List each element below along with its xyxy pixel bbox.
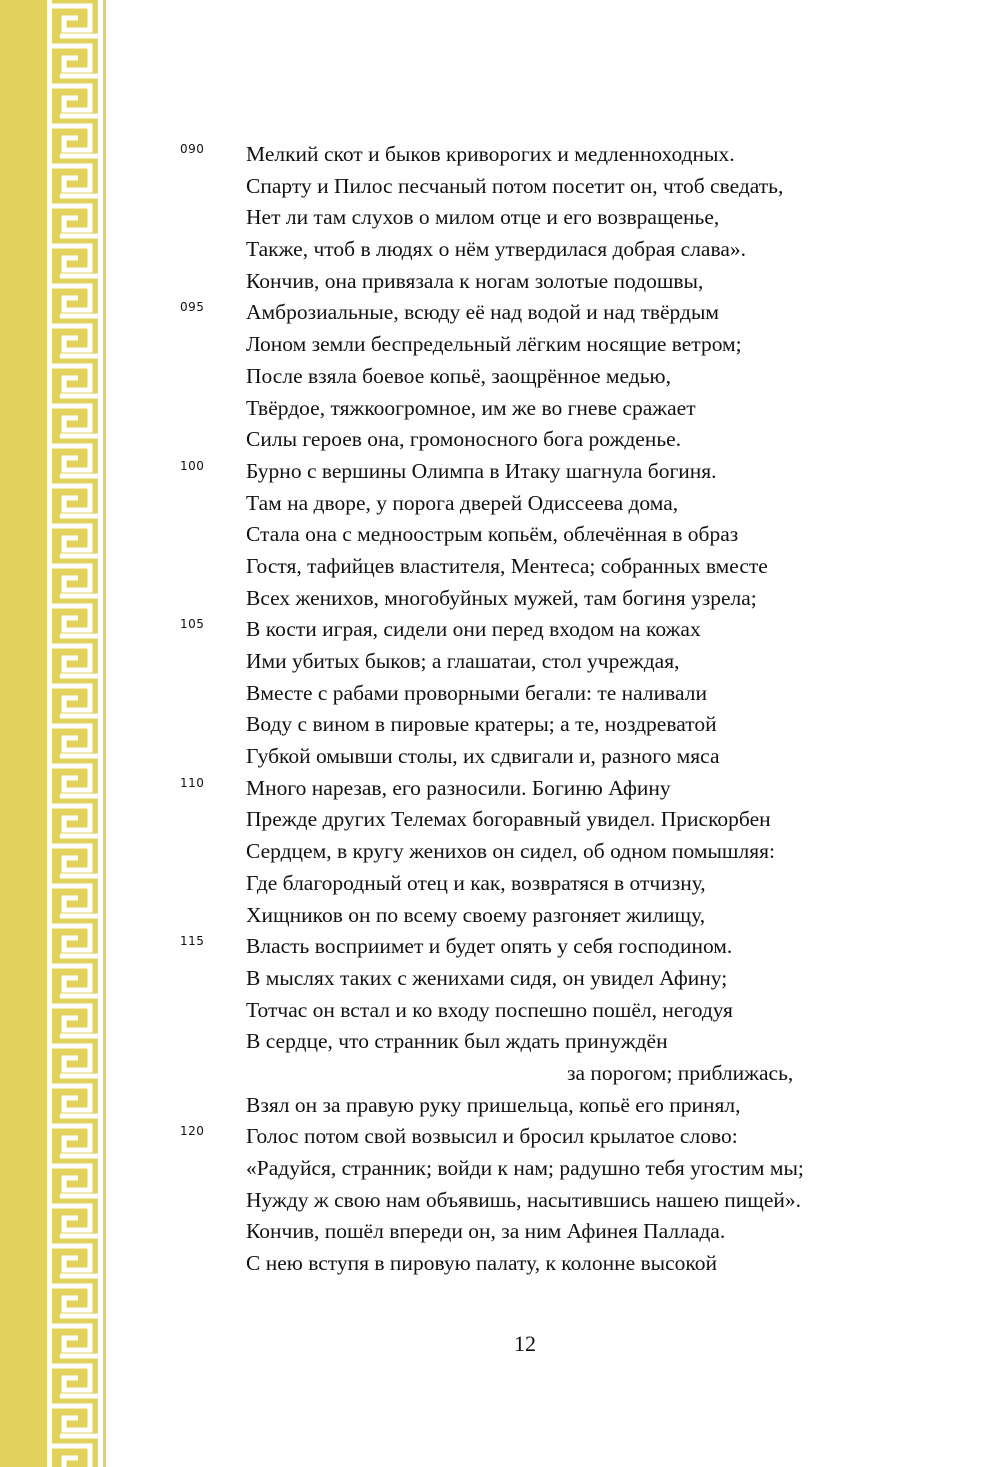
verse-line (0, 234, 1000, 266)
verse-line-text: Там на дворе, у порога дверей Одиссеева дома, (246, 490, 679, 515)
verse-line (0, 1121, 1000, 1153)
verse-line (0, 1026, 1000, 1058)
verse-line-text: Силы героев она, громоносного бога рожденье. (246, 427, 682, 452)
verse-line (0, 709, 1000, 741)
verse-line (0, 614, 1000, 646)
verse-line (0, 456, 1000, 488)
verse-line (0, 678, 1000, 710)
verse-line (0, 741, 1000, 773)
verse-line-text: Также, чтоб в людях о нём утвердилася добрая слава». (246, 237, 747, 262)
verse-line (0, 329, 1000, 361)
page-number: 12 (514, 1331, 536, 1356)
verse-line (0, 424, 1000, 456)
verse-line-text: «Радуйся, странник; войди к нам; радушно тебя угостим мы; (246, 1156, 804, 1180)
poem-text (0, 139, 1000, 1280)
verse-line-text: С нею вступя в пировую палату, к колонне высокой (246, 1251, 718, 1276)
line-number: 090 (180, 142, 205, 156)
verse-line (0, 804, 1000, 836)
line-number: 120 (180, 1124, 205, 1139)
verse-line (0, 361, 1000, 393)
verse-line-text: Тотчас он встал и ко входу поспешно пошёл, негодуя (246, 997, 733, 1022)
verse-line (0, 1248, 1000, 1280)
verse-line-text: Лоном земли беспредельный лёгким носящие ветром; (246, 332, 742, 357)
verse-line-text: Стала она с медноострым копьём, облечённая в образ (246, 522, 739, 547)
verse-line (0, 836, 1000, 868)
verse-line-text: Спарту и Пилос песчаный потом посетит он, чтоб сведать, (246, 173, 784, 198)
verse-line (0, 995, 1000, 1027)
verse-line-text: Прежде других Телемах богоравный увидел. Прискорбен (246, 807, 771, 832)
verse-line-text: Твёрдое, тяжкоогромное, им же во гневе сражает (246, 395, 696, 420)
verse-line-text: за порогом; приближась, (567, 1060, 794, 1085)
verse-line-text: Власть восприимет и будет опять у себя господином. (246, 934, 733, 959)
verse-line-text: Ими убитых быков; а глашатаи, стол учреждая, (246, 649, 680, 673)
verse-line-text: Нужду ж свою нам объявишь, насытившись нашею пищей». (246, 1187, 802, 1212)
verse-line (0, 551, 1000, 583)
verse-line-text: Всех женихов, многобуйных мужей, там богиня узрела; (246, 585, 757, 610)
line-number: 095 (180, 300, 205, 315)
verse-line-text: Нет ли там слухов о милом отце и его возвращенье, (246, 205, 720, 230)
verse-line-text: Сердцем, в кругу женихов он сидел, об одном помышляя: (246, 839, 775, 864)
line-number: 100 (180, 458, 205, 473)
line-number: 105 (180, 617, 205, 632)
verse-line-text: Амброзиальные, всюду её над водой и над твёрдым (246, 300, 719, 325)
verse-line-text: Много нарезав, его разносили. Богиню Афину (246, 775, 671, 800)
verse-line-text: В мыслях таких с женихами сидя, он увидел Афину; (246, 965, 728, 990)
verse-line (0, 1216, 1000, 1248)
verse-line-text: Губкой омывши столы, их сдвигали и, разного мяса (246, 744, 720, 769)
verse-line (0, 488, 1000, 520)
verse-line (0, 171, 1000, 203)
line-number: 110 (180, 775, 205, 790)
verse-line-text: Кончив, она привязала к ногам золотые подошвы, (246, 268, 704, 293)
verse-line (0, 202, 1000, 234)
verse-line (0, 646, 1000, 678)
verse-line-text: Гостя, тафийцев властителя, Ментеса; собранных вместе (246, 553, 768, 578)
verse-line-text: После взяла боевое копьё, заощрённое медью, (246, 363, 671, 388)
verse-line (0, 1058, 1000, 1090)
verse-line (0, 868, 1000, 900)
verse-line-text: Голос потом свой возвысил и бросил крылатое слово: (246, 1124, 738, 1149)
verse-line-text: Мелкий скот и быков криворогих и медленноходных. (246, 142, 735, 166)
verse-line-text: Бурно с вершины Олимпа в Итаку шагнула богиня. (246, 458, 717, 483)
verse-line (0, 139, 1000, 171)
verse-line-text: Хищников он по всему своему разгоняет жилищу, (246, 902, 706, 927)
verse-line (0, 963, 1000, 995)
verse-line (0, 583, 1000, 615)
verse-line (0, 931, 1000, 963)
verse-line (0, 900, 1000, 932)
verse-line (0, 1153, 1000, 1185)
verse-line (0, 393, 1000, 425)
verse-line-text: В кости играя, сидели они перед входом на кожах (246, 617, 701, 642)
verse-line-text: Воду с вином в пировые кратеры; а те, ноздреватой (246, 712, 717, 737)
line-number: 115 (180, 934, 205, 949)
verse-line (0, 266, 1000, 298)
verse-line-text: В сердце, что странник был ждать принуждён (246, 1029, 668, 1054)
verse-line-text: Кончив, пошёл впереди он, за ним Афинея Паллада. (246, 1219, 726, 1244)
verse-line (0, 773, 1000, 805)
verse-line (0, 1090, 1000, 1122)
verse-line (0, 1185, 1000, 1217)
verse-line (0, 519, 1000, 551)
verse-line-text: Вместе с рабами проворными бегали: те наливали (246, 680, 707, 705)
verse-line-text: Взял он за правую руку пришельца, копьё его принял, (246, 1092, 741, 1117)
verse-line (0, 297, 1000, 329)
verse-line-text: Где благородный отец и как, возвратяся в отчизну, (246, 870, 706, 895)
